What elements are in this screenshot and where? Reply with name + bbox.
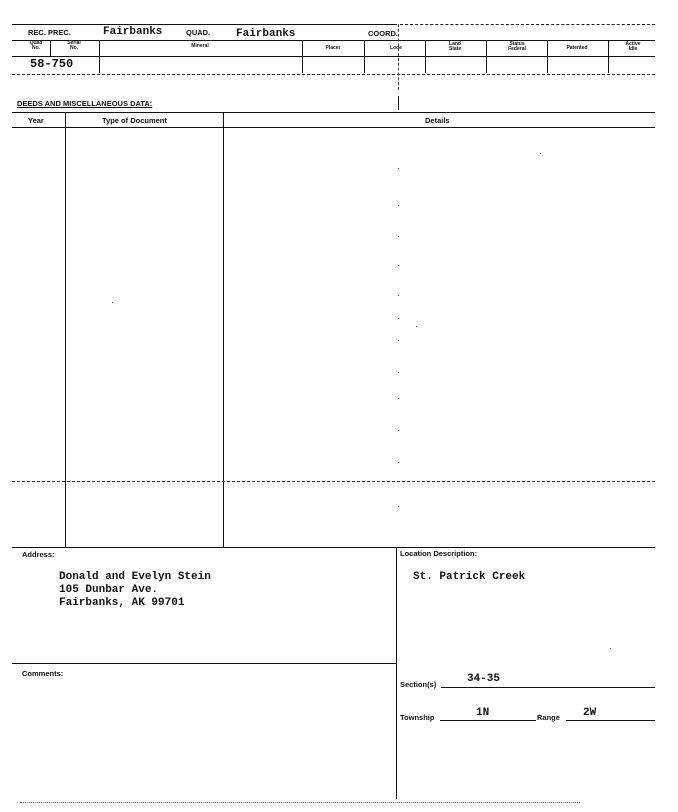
col-patented: Patented — [566, 45, 588, 51]
scan-speck — [398, 462, 399, 463]
scan-speck — [416, 326, 417, 327]
scan-speck — [610, 648, 611, 649]
scan-speck — [398, 295, 399, 296]
col-lode: Lode — [390, 45, 402, 51]
fold-mark-deeds — [398, 96, 399, 110]
deeds-dashed-divider — [12, 481, 655, 482]
fold-mark-top — [398, 24, 399, 90]
township-label: Township — [400, 713, 435, 722]
col-sep-placer — [364, 40, 365, 73]
address-line-1: Donald and Evelyn Stein — [59, 571, 211, 583]
coord-label: COORD. — [368, 29, 398, 38]
rec-prec-value: Fairbanks — [103, 26, 163, 38]
township-fill-line — [440, 720, 536, 721]
range-value: 2W — [583, 707, 597, 719]
section-fill-line — [441, 687, 655, 688]
range-label: Range — [537, 713, 560, 722]
col-sep-land — [486, 40, 487, 73]
deeds-col-details: Details — [425, 116, 450, 125]
section-value: 34-35 — [467, 673, 501, 685]
deeds-col-year: Year — [28, 116, 44, 125]
address-label: Address: — [22, 550, 55, 559]
scan-speck — [540, 153, 541, 154]
quad-label: QUAD. — [186, 28, 211, 37]
comments-label: Comments: — [22, 669, 64, 678]
bottom-center-divider — [396, 547, 397, 799]
col-sep-patented — [608, 40, 609, 73]
scan-speck — [398, 398, 399, 399]
address-line-3: Fairbanks, AK 99701 — [59, 597, 185, 609]
top-border-line — [12, 24, 397, 25]
header-divider — [12, 40, 655, 41]
col-placer: Placer — [325, 45, 341, 51]
address-line-2: 105 Dunbar Ave. — [59, 584, 159, 596]
quad-value: Fairbanks — [236, 28, 296, 40]
quad-serial-value: 58-750 — [30, 57, 74, 71]
col-quad-no: Quad No. — [29, 40, 43, 51]
address-bottom-line — [12, 663, 396, 664]
col-sep-serial — [99, 40, 100, 73]
scan-noise-bottom — [20, 802, 580, 803]
bottom-section-top-line — [12, 547, 655, 548]
location-description-label: Location Description: — [400, 549, 478, 558]
section-label: Section(s) — [400, 680, 437, 689]
scan-speck — [398, 236, 399, 237]
scan-speck — [398, 205, 399, 206]
scan-speck — [398, 506, 399, 507]
col-status-federal: Status Federal — [508, 41, 526, 52]
deeds-section-title: DEEDS AND MISCELLANEOUS DATA: — [17, 99, 153, 108]
col-serial-no: Serial No. — [67, 40, 81, 51]
location-description-value: St. Patrick Creek — [413, 571, 526, 583]
scan-speck — [398, 265, 399, 266]
col-sep-mineral — [302, 40, 303, 73]
col-sep-quad — [50, 40, 51, 56]
township-value: 1N — [476, 707, 490, 719]
col-active-idle: Active Idle — [625, 41, 641, 52]
scan-speck — [398, 430, 399, 431]
deeds-col-type: Type of Document — [102, 116, 167, 125]
top-table-bottom-dashed — [12, 74, 655, 75]
scan-speck — [398, 168, 399, 169]
scan-speck — [398, 318, 399, 319]
col-sep-lode — [425, 40, 426, 73]
address-block — [59, 571, 211, 610]
scan-speck — [112, 302, 113, 303]
range-fill-line — [566, 720, 655, 721]
col-sep-status — [547, 40, 548, 73]
scan-speck — [398, 340, 399, 341]
col-mineral: Mineral — [191, 43, 209, 49]
rec-prec-label: REC. PREC. — [28, 28, 71, 37]
column-header-divider — [12, 56, 655, 57]
deeds-header-line — [12, 127, 655, 128]
top-border-dashed — [400, 24, 655, 25]
col-land-state: Land State — [448, 41, 462, 52]
deeds-top-line — [12, 112, 655, 113]
scan-speck — [398, 372, 399, 373]
